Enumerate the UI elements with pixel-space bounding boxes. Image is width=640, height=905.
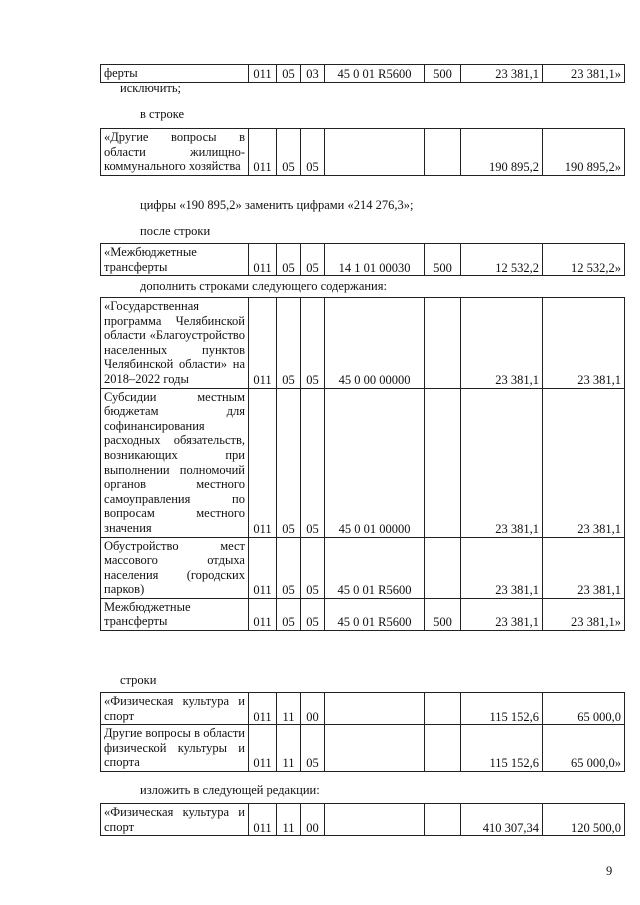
cell-subsection: 05 (301, 537, 325, 598)
cell-sum-2: 120 500,0 (543, 804, 625, 836)
cell-ministry: 011 (249, 388, 277, 537)
instruction-add-rows: дополнить строками следующего содержания: (140, 279, 387, 293)
cell-sum-2: 23 381,1» (543, 65, 625, 83)
cell-target-article (325, 129, 425, 176)
cell-sum-2: 23 381,1 (543, 388, 625, 537)
cell-expense-type (425, 129, 461, 176)
cell-subsection: 00 (301, 804, 325, 836)
cell-ministry: 011 (249, 598, 277, 630)
table-row (101, 725, 625, 772)
instruction-exclude: исключить; (120, 81, 182, 95)
cell-section: 05 (277, 388, 301, 537)
cell-subsection: 05 (301, 725, 325, 772)
cell-section: 11 (277, 725, 301, 772)
cell-section: 11 (277, 693, 301, 725)
cell-section: 05 (277, 598, 301, 630)
cell-sum-1: 23 381,1 (461, 598, 543, 630)
cell-subsection: 05 (301, 598, 325, 630)
cell-sum-1: 23 381,1 (461, 65, 543, 83)
cell-sum-1: 115 152,6 (461, 693, 543, 725)
instruction-rows: строки (120, 673, 157, 687)
cell-expense-type (425, 298, 461, 389)
table-row (101, 298, 625, 389)
table-row (101, 129, 625, 176)
cell-section: 05 (277, 244, 301, 276)
cell-subsection: 00 (301, 693, 325, 725)
cell-sum-1: 190 895,2 (461, 129, 543, 176)
row-name: Субсидии местным бюджетам для софинансирования расходных обязательств, возникающих при выполнении полномочий органов местного самоуправления по вопросам местного значения (101, 388, 249, 537)
cell-subsection: 05 (301, 129, 325, 176)
cell-sum-1: 23 381,1 (461, 537, 543, 598)
cell-ministry: 011 (249, 65, 277, 83)
row-name: «Другие вопросы в области жилищно-коммунального хозяйства (101, 129, 249, 176)
table-row (101, 693, 625, 725)
cell-target-article: 14 1 01 00030 (325, 244, 425, 276)
cell-subsection: 03 (301, 65, 325, 83)
instruction-replace-figures: цифры «190 895,2» заменить цифрами «214 276,3»; (140, 198, 414, 212)
cell-sum-1: 115 152,6 (461, 725, 543, 772)
row-name: Межбюджетные трансферты (101, 598, 249, 630)
cell-target-article: 45 0 01 R5600 (325, 537, 425, 598)
cell-section: 05 (277, 298, 301, 389)
cell-expense-type (425, 725, 461, 772)
cell-target-article (325, 693, 425, 725)
row-name: «Межбюджетные трансферты (101, 244, 249, 276)
cell-sum-2: 65 000,0» (543, 725, 625, 772)
table-row (101, 598, 625, 630)
cell-expense-type (425, 804, 461, 836)
cell-expense-type: 500 (425, 244, 461, 276)
cell-section: 05 (277, 129, 301, 176)
row-name: «Физическая культура и спорт (101, 804, 249, 836)
cell-ministry: 011 (249, 298, 277, 389)
cell-expense-type: 500 (425, 65, 461, 83)
cell-sum-1: 23 381,1 (461, 388, 543, 537)
cell-ministry: 011 (249, 129, 277, 176)
table-row (101, 388, 625, 537)
cell-subsection: 05 (301, 298, 325, 389)
cell-subsection: 05 (301, 388, 325, 537)
row-name: Обустройство мест массового отдыха населения (городских парков) (101, 537, 249, 598)
instruction-after-row: после строки (140, 224, 211, 238)
cell-target-article: 45 0 01 00000 (325, 388, 425, 537)
instruction-restate: изложить в следующей редакции: (140, 783, 320, 797)
row-name: «Государственная программа Челябинской области «Благоустройство населенных пунктов Челябинской области» на 2018–2022 годы (101, 298, 249, 389)
cell-ministry: 011 (249, 244, 277, 276)
cell-sum-2: 190 895,2» (543, 129, 625, 176)
cell-sum-2: 23 381,1 (543, 537, 625, 598)
cell-ministry: 011 (249, 693, 277, 725)
table-fragment-housing (100, 128, 625, 176)
cell-sum-2: 23 381,1 (543, 298, 625, 389)
row-name: ферты (101, 65, 249, 83)
cell-expense-type (425, 537, 461, 598)
cell-ministry: 011 (249, 725, 277, 772)
cell-sum-1: 410 307,34 (461, 804, 543, 836)
cell-sum-1: 12 532,2 (461, 244, 543, 276)
row-name: Другие вопросы в области физической культуры и спорта (101, 725, 249, 772)
cell-target-article (325, 804, 425, 836)
table-fragment-sport-new (100, 803, 625, 836)
page-number: 9 (606, 864, 613, 878)
table-row (101, 804, 625, 836)
cell-ministry: 011 (249, 537, 277, 598)
row-name: «Физическая культура и спорт (101, 693, 249, 725)
cell-target-article: 45 0 01 R5600 (325, 598, 425, 630)
cell-expense-type: 500 (425, 598, 461, 630)
cell-sum-2: 23 381,1» (543, 598, 625, 630)
cell-section: 05 (277, 537, 301, 598)
cell-target-article (325, 725, 425, 772)
cell-section: 05 (277, 65, 301, 83)
cell-target-article: 45 0 00 00000 (325, 298, 425, 389)
cell-sum-1: 23 381,1 (461, 298, 543, 389)
cell-expense-type (425, 388, 461, 537)
table-fragment-sport-old (100, 692, 625, 772)
cell-expense-type (425, 693, 461, 725)
instruction-in-row: в строке (140, 107, 185, 121)
table-row (101, 537, 625, 598)
cell-subsection: 05 (301, 244, 325, 276)
table-row (101, 244, 625, 276)
cell-section: 11 (277, 804, 301, 836)
cell-sum-2: 12 532,2» (543, 244, 625, 276)
cell-sum-2: 65 000,0 (543, 693, 625, 725)
cell-ministry: 011 (249, 804, 277, 836)
table-fragment-interbudget (100, 243, 625, 276)
table-added-rows (100, 297, 625, 631)
cell-target-article: 45 0 01 R5600 (325, 65, 425, 83)
